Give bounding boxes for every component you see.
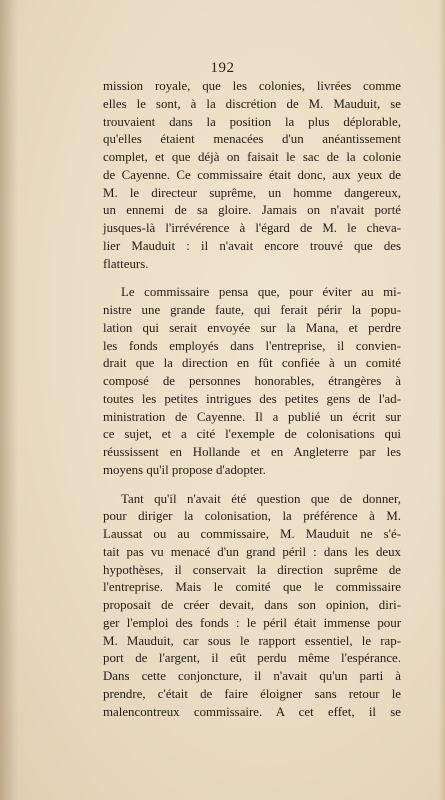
text-line: ger l'emploi des fonds : le péril était immense pour <box>103 615 401 630</box>
text-line: prendre, c'était de faire éloigner sans retour le <box>103 686 401 701</box>
text-line: ministration de Cayenne. Il a publié un écrit sur <box>103 409 401 424</box>
text-line: trouvaient dans la position la plus déplorable, <box>103 114 401 129</box>
text-line: un ennemi de sa gloire. Jamais on n'avait porté <box>103 203 401 218</box>
paragraph-3 <box>103 491 401 722</box>
text-line: ce sujet, et a cité l'exemple de colonisations qui <box>103 427 401 442</box>
page-number: 192 <box>210 60 235 76</box>
text-line: complet, et que déjà on faisait le sac de la colonie <box>103 150 401 164</box>
text-line: drait que la direction en fût confiée à un comité <box>103 356 401 371</box>
paragraph-2 <box>103 284 401 479</box>
text-line: composé de personnes honorables, étrangères à <box>103 374 401 388</box>
paragraph-1 <box>103 78 401 273</box>
text-line: Dans cette conjoncture, il n'avait qu'un parti à <box>103 669 401 683</box>
text-line: hypothèses, il conservait la direction suprême de <box>103 562 401 577</box>
text-line: l'entreprise. Mais le comité que le commissaire <box>103 580 401 595</box>
text-line: port de l'argent, il eût perdu même l'espérance. <box>103 651 401 666</box>
text-line: Le commissaire pensa que, pour éviter au mi- <box>121 285 401 300</box>
text-line: mission royale, que les colonies, livrées comme <box>103 79 401 93</box>
text-line: proposait de créer devait, dans son opinion, diri- <box>103 598 401 612</box>
text-line: lation qui serait envoyée sur la Mana, et perdre <box>103 320 401 335</box>
text-line: toutes les petites intrigues des petites gens de l'ad- <box>103 391 401 406</box>
page-edge <box>439 0 445 800</box>
text-line: de Cayenne. Ce commissaire était donc, aux yeux de <box>103 167 401 182</box>
text-line: lier Mauduit : il n'avait encore trouvé que des <box>103 238 401 253</box>
text-line: qu'elles étaient menacées d'un anéantissement <box>103 132 401 147</box>
text-line: pour diriger la colonisation, la préférence à M. <box>103 509 401 524</box>
body-text <box>103 78 401 732</box>
text-line: nistre une grande faute, qui ferait périr la popu- <box>103 303 401 317</box>
binding-shadow <box>0 0 18 800</box>
text-line: les fonds employés dans l'entreprise, il convien- <box>103 338 401 353</box>
text-line: Tant qu'il n'avait été question que de donner, <box>121 491 401 506</box>
text-line: tait pas vu menacé d'un grand péril : dans les deux <box>103 544 401 559</box>
text-line: elles le sont, à la discrétion de M. Mauduit, se <box>103 96 401 111</box>
text-line: malencontreux commissaire. A cet effet, il se <box>103 704 401 719</box>
text-line: M. le directeur suprême, un homme dangereux, <box>103 185 401 200</box>
text-line: jusques-là l'irrévérence à l'égard de M. le cheva- <box>103 221 401 235</box>
text-line: flatteurs. <box>103 256 149 271</box>
text-line: Laussat ou au commissaire, M. Mauduit ne s'é- <box>103 527 401 541</box>
text-line: moyens qu'il propose d'adopter. <box>103 462 266 477</box>
text-line: réussissent en Hollande et en Angleterre par les <box>103 445 401 459</box>
text-line: M. Mauduit, car sous le rapport essentiel, le rap- <box>103 633 401 648</box>
